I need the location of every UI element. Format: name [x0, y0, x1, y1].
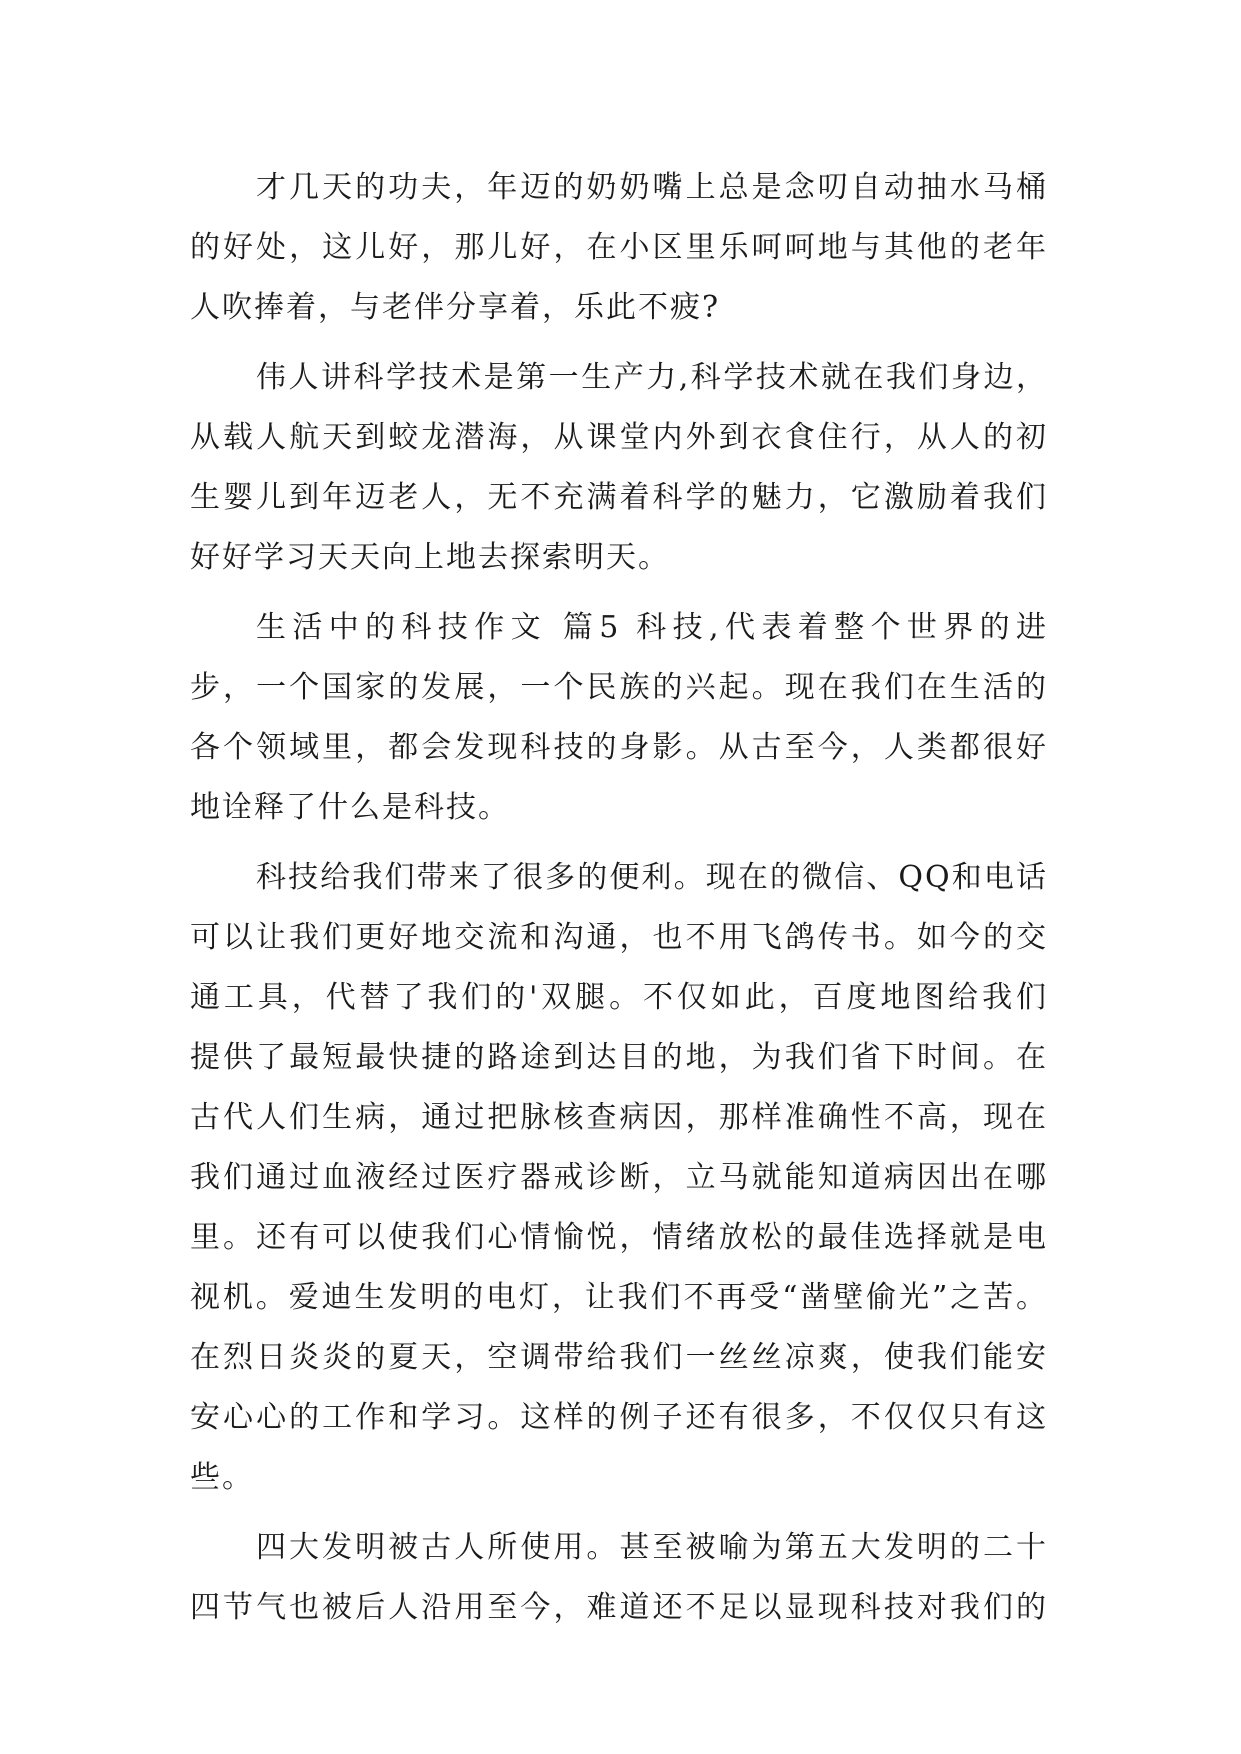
- paragraph: [190, 598, 1048, 838]
- text-line: 我们通过血液经过医疗器戒诊断，立马就能知道病因出在哪: [190, 1160, 1048, 1195]
- text-line: 人吹捧着，与老伴分享着，乐此不疲?: [190, 290, 721, 325]
- text-line: 安心心的工作和学习。这样的例子还有很多，不仅仅只有这: [190, 1400, 1048, 1435]
- text-line: 的好处，这儿好，那儿好，在小区里乐呵呵地与其他的老年: [190, 230, 1048, 265]
- text-line: 古代人们生病，通过把脉核查病因，那样准确性不高，现在: [190, 1100, 1048, 1135]
- text-line: 地诠释了什么是科技。: [190, 790, 510, 825]
- text-line: 些。: [190, 1460, 254, 1495]
- text-line: 好好学习天天向上地去探索明天。: [190, 540, 670, 575]
- paragraph: [190, 348, 1048, 588]
- text-line: 可以让我们更好地交流和沟通，也不用飞鸽传书。如今的交: [190, 920, 1048, 955]
- paragraph: [190, 1518, 1048, 1638]
- text-line: 伟人讲科学技术是第一生产力,科学技术就在我们身边，: [256, 360, 1048, 395]
- text-line: 生婴儿到年迈老人，无不充满着科学的魅力，它激励着我们: [190, 480, 1048, 515]
- text-line: 通工具，代替了我们的'双腿。不仅如此，百度地图给我们: [190, 980, 1048, 1015]
- text-line: 在烈日炎炎的夏天，空调带给我们一丝丝凉爽，使我们能安: [190, 1340, 1048, 1375]
- text-line: 四大发明被古人所使用。甚至被喻为第五大发明的二十: [256, 1530, 1048, 1565]
- paragraph: [190, 848, 1048, 1508]
- text-line: 各个领域里，都会发现科技的身影。从古至今，人类都很好: [190, 730, 1048, 765]
- text-line: 提供了最短最快捷的路途到达目的地，为我们省下时间。在: [190, 1040, 1048, 1075]
- text-line: 里。还有可以使我们心情愉悦，情绪放松的最佳选择就是电: [190, 1220, 1048, 1255]
- text-line: 科技给我们带来了很多的便利。现在的微信、QQ和电话: [256, 860, 1048, 895]
- text-line: 生活中的科技作文 篇5 科技,代表着整个世界的进: [256, 610, 1048, 645]
- text-line: 从载人航天到蛟龙潜海，从课堂内外到衣食住行，从人的初: [190, 420, 1048, 455]
- text-line: 步，一个国家的发展，一个民族的兴起。现在我们在生活的: [190, 670, 1048, 705]
- article-body: [190, 158, 1048, 1638]
- paragraph: [190, 158, 1048, 338]
- text-line: 视机。爱迪生发明的电灯，让我们不再受“凿壁偷光”之苦。: [190, 1280, 1048, 1315]
- text-line: 才几天的功夫，年迈的奶奶嘴上总是念叨自动抽水马桶: [256, 170, 1048, 205]
- text-line: 四节气也被后人沿用至今，难道还不足以显现科技对我们的: [190, 1590, 1048, 1625]
